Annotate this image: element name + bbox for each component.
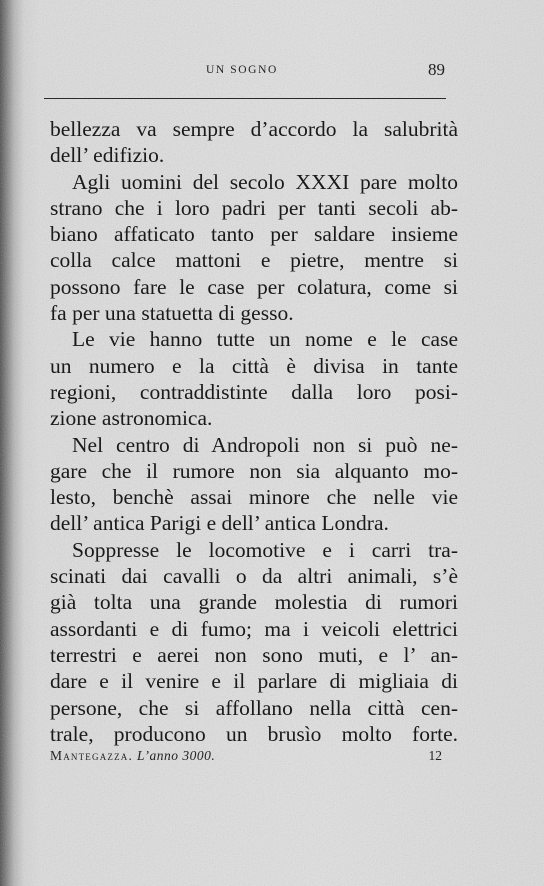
- text-line: fa per una statuetta di gesso.: [50, 301, 294, 326]
- footer-signature: 12: [428, 748, 442, 763]
- body-text: [50, 116, 458, 747]
- text-line: trale, producono un brusìo molto forte.: [50, 721, 458, 746]
- text-line: persone, che si affollano nella città cen-: [50, 695, 458, 720]
- text-line: lesto, benchè assai minore che nelle vie: [50, 485, 458, 510]
- text-line: già tolta una grande molestia di rumori: [50, 590, 458, 615]
- footer-citation: [50, 748, 215, 764]
- text-line: bellezza va sempre d’accordo la salubrità: [50, 117, 458, 141]
- text-line: dare e il venire e il parlare di migliaia di: [50, 669, 458, 694]
- text-line: dell’ edifizio.: [50, 143, 165, 168]
- text-line: Le vie hanno tutte un nome e le case: [72, 327, 458, 352]
- text-line: biano affaticato tanto per saldare insieme: [50, 222, 458, 247]
- text-line: scinati dai cavalli o da altri animali, s’è: [50, 564, 458, 589]
- text-line: assordanti e di fumo; ma i veicoli elettrici: [50, 616, 458, 641]
- footer-title: L’anno 3000.: [136, 748, 216, 763]
- text-line: gare che il rumore non sia alquanto mo-: [50, 458, 458, 483]
- running-head: UN SOGNO: [206, 64, 278, 76]
- header-rule: [44, 98, 446, 99]
- text-line: Nel centro di Andropoli non si può ne-: [72, 432, 458, 457]
- text-line: Soppresse le locomotive e i carri tra-: [72, 537, 458, 562]
- footer-author: Mantegazza.: [50, 748, 134, 763]
- text-line: regioni, contraddistinte dalla loro posi-: [50, 379, 458, 404]
- text-line: colla calce mattoni e pietre, mentre si: [50, 248, 458, 273]
- text-line: possono fare le case per colatura, come si: [50, 274, 458, 299]
- text-line: strano che i loro padri per tanti secoli ab-: [50, 195, 458, 220]
- text-line: dell’ antica Parigi e dell’ antica Londra.: [50, 511, 389, 536]
- page-number: 89: [428, 60, 445, 79]
- text-line: un numero e la città è divisa in tante: [50, 353, 458, 378]
- text-line: Agli uomini del secolo XXXI pare molto: [72, 169, 458, 194]
- text-line: terrestri e aerei non sono muti, e l’ an-: [50, 642, 458, 667]
- text-line: zione astronomica.: [50, 406, 213, 431]
